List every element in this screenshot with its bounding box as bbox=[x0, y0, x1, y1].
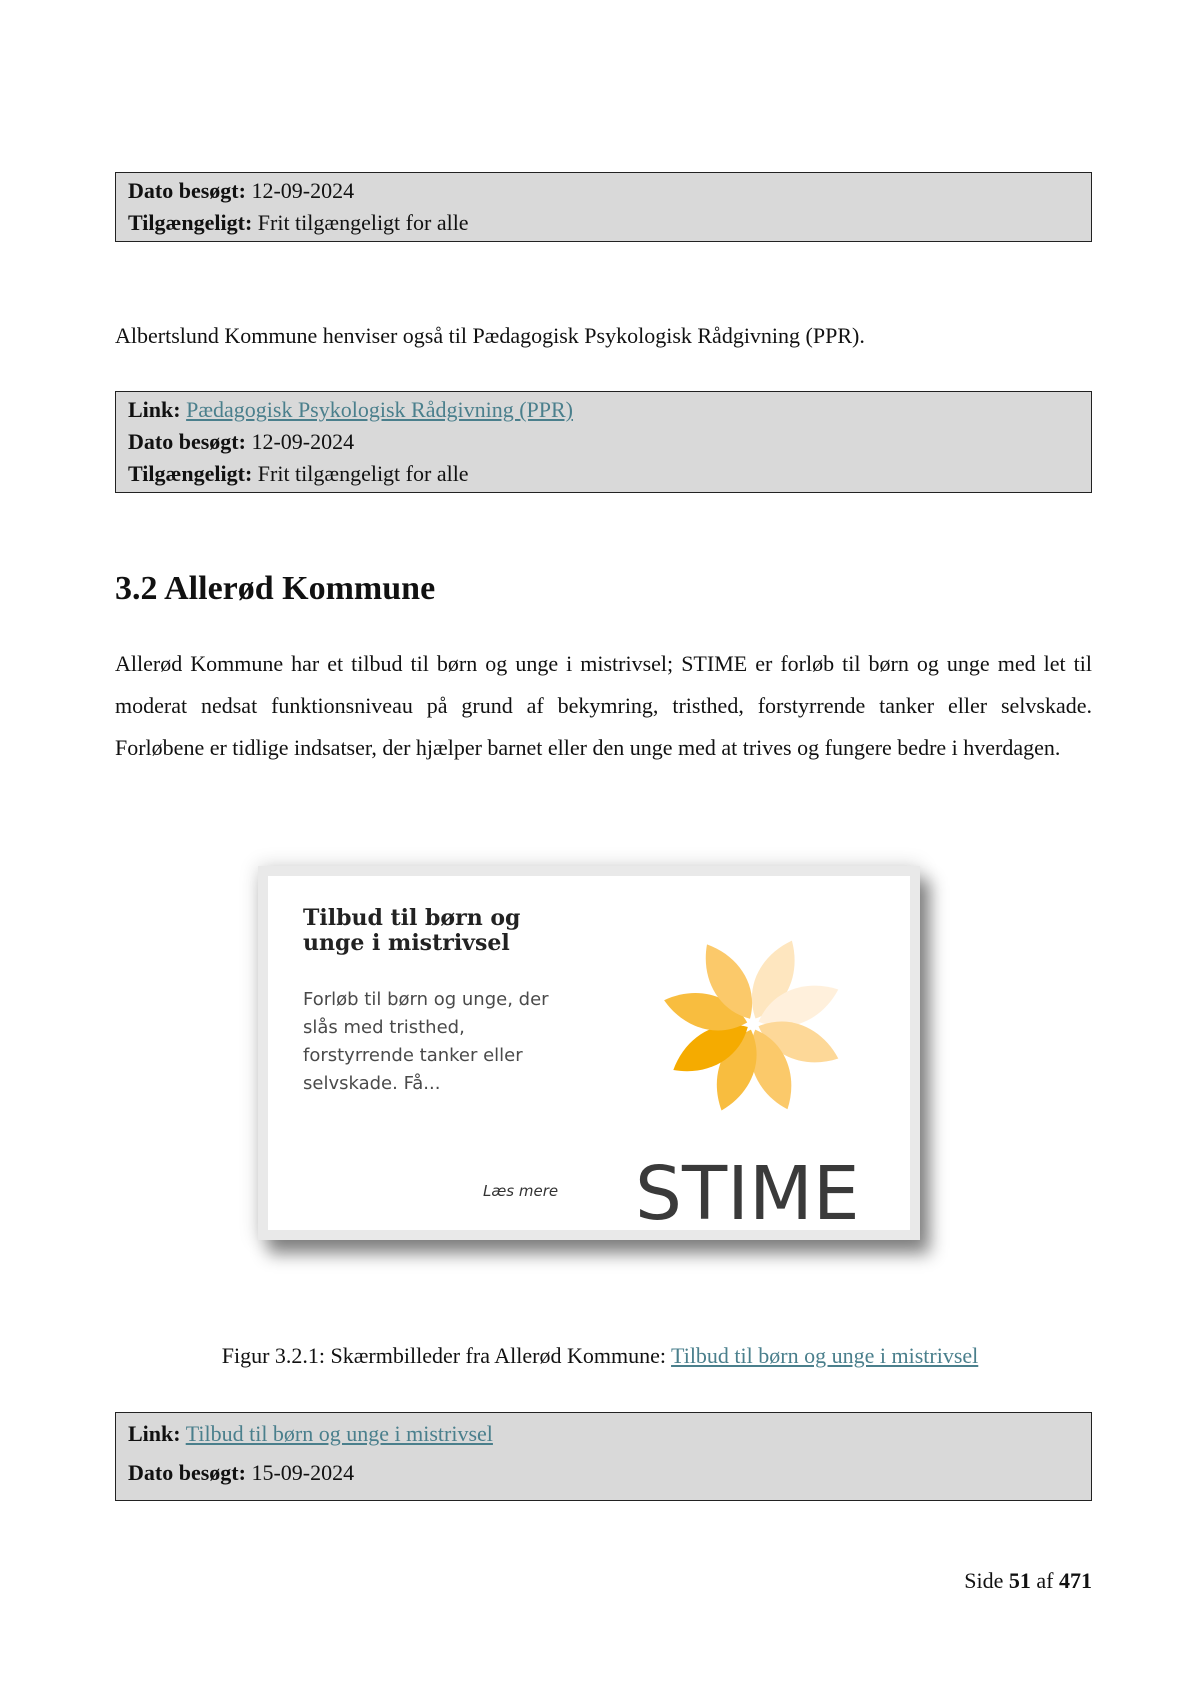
info-box-albertslund-1 bbox=[115, 172, 1092, 242]
caption-link[interactable]: Tilbud til børn og unge i mistrivsel bbox=[671, 1343, 979, 1368]
availability-value: Frit tilgængeligt for alle bbox=[252, 461, 469, 486]
figure-caption bbox=[0, 1343, 1200, 1369]
section-heading: 3.2 Allerød Kommune bbox=[115, 570, 436, 607]
link-label: Link: bbox=[128, 397, 181, 422]
availability-label: Tilgængeligt: bbox=[128, 461, 253, 486]
date-visited-label: Dato besøgt: bbox=[128, 178, 246, 203]
stime-logo-icon bbox=[623, 884, 903, 1234]
ppr-link[interactable]: Pædagogisk Psykologisk Rådgivning (PPR) bbox=[186, 397, 573, 422]
stime-card bbox=[268, 876, 910, 1234]
date-visited-row bbox=[128, 426, 1079, 458]
info-box-allerod bbox=[115, 1412, 1092, 1501]
current-page: 51 bbox=[1008, 1568, 1031, 1593]
date-visited-label: Dato besøgt: bbox=[128, 1460, 246, 1485]
albertslund-paragraph: Albertslund Kommune henviser også til Pædagogisk Psykologisk Rådgivning (PPR). bbox=[115, 323, 865, 348]
date-visited-label: Dato besøgt: bbox=[128, 429, 246, 454]
link-row bbox=[128, 1416, 1079, 1452]
total-pages: 471 bbox=[1059, 1568, 1092, 1593]
availability-value: Frit tilgængeligt for alle bbox=[252, 210, 469, 235]
availability-row bbox=[128, 458, 1079, 490]
date-visited-row bbox=[128, 1452, 1079, 1494]
page-number bbox=[964, 1568, 1092, 1594]
date-visited-value: 15-09-2024 bbox=[245, 1460, 355, 1485]
date-visited-value: 12-09-2024 bbox=[245, 429, 355, 454]
info-box-ppr bbox=[115, 391, 1092, 493]
caption-text: Figur 3.2.1: Skærmbilleder fra Allerød Kommune: bbox=[221, 1343, 672, 1368]
logo-text: STIME bbox=[635, 1151, 860, 1234]
screenshot-figure bbox=[258, 866, 920, 1240]
date-visited-value: 12-09-2024 bbox=[245, 178, 355, 203]
card-description: Forløb til børn og unge, der slås med tristhed, forstyrrende tanker eller selvskade. Få... bbox=[303, 989, 549, 1094]
read-more-link[interactable]: Læs mere bbox=[483, 1182, 559, 1200]
stime-link[interactable]: Tilbud til børn og unge i mistrivsel bbox=[185, 1421, 493, 1446]
link-row bbox=[128, 394, 1079, 426]
availability-label: Tilgængeligt: bbox=[128, 210, 253, 235]
page-separator: af bbox=[1030, 1568, 1059, 1593]
availability-row bbox=[128, 207, 1079, 239]
link-label: Link: bbox=[128, 1421, 181, 1446]
allerod-paragraph: Allerød Kommune har et tilbud til børn og unge i mistrivsel; STIME er forløb til børn og unge med let til moderat nedsat funktionsniveau på grund af bekymring, tristhed, forstyrrende tanker eller selvskade. Forløbene er tidlige indsatser, der hjælper barnet eller den unge med at trives og fungere bedre i hverdagen. bbox=[115, 651, 1092, 760]
date-visited-row bbox=[128, 175, 1079, 207]
card-title: Tilbud til børn og unge i mistrivsel bbox=[303, 905, 521, 956]
page-prefix: Side bbox=[964, 1568, 1009, 1593]
